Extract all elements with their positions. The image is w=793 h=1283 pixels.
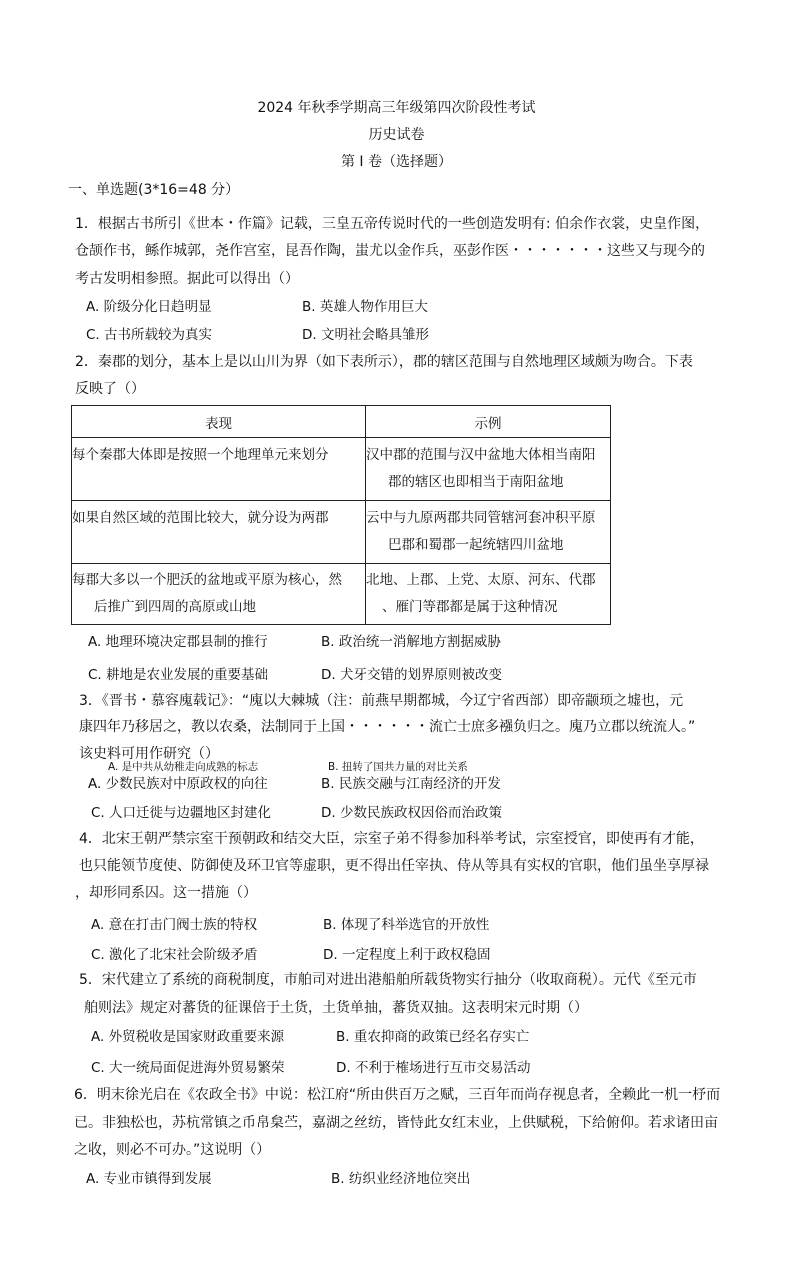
q1-option-c: C. 古书所载较为真实 [86, 327, 213, 343]
exam-title: 2024 年秋季学期高三年级第四次阶段性考试 [257, 100, 536, 116]
q4-line-3: ，却形同系囚。这一措施（） [75, 885, 257, 901]
table-cell: 云中与九原两郡共同管辖河套冲积平原 巴郡和蜀郡一起统辖四川盆地 [366, 501, 611, 564]
q5-option-a: A. 外贸税收是国家财政重要来源 [91, 1029, 285, 1045]
q3-line-2: 康四年乃移居之，教以农桑，法制同于上国・・・・・・流亡士庶多襁负归之。廆乃立郡以统流人。” [79, 719, 696, 735]
q5-option-b: B. 重农抑商的政策已经名存实亡 [336, 1029, 530, 1045]
q1-option-b: B. 英雄人物作用巨大 [302, 299, 428, 315]
q1-line-3: 考古发明相参照。据此可以得出（） [75, 271, 299, 287]
volume-title: 第 I 卷（选择题） [340, 154, 453, 170]
q6-line-1: 6．明末徐光启在《农政全书》中说：松江府“所由供百万之赋，三百年而尚存视息者，全赖此一机一杼而 [74, 1087, 721, 1103]
table-row [72, 564, 611, 625]
q3-line-1: 3．《晋书・慕容廆载记》：“廆以大棘城（注：前燕早期都城，今辽宁省西部）即帝颛顼之墟也，元 [79, 693, 684, 709]
section-heading: 一、单选题(3*16=48 分） [68, 182, 240, 198]
q2-line-1: 2．秦郡的划分，基本上是以山川为界（如下表所示），郡的辖区范围与自然地理区域颇为吻合。下表 [75, 354, 693, 370]
q2-option-c: C. 耕地是农业发展的重要基础 [88, 667, 269, 683]
q6-line-3: 之收，则必不可办。”这说明（） [74, 1142, 271, 1158]
q1-option-d: D. 文明社会略具雏形 [302, 327, 429, 343]
q3-option-c: C. 人口迁徙与边疆地区封建化 [91, 805, 272, 821]
q2-line-2: 反映了（） [75, 381, 145, 397]
q3-option-d: D. 少数民族政权因俗而治政策 [321, 805, 502, 821]
q1-line-1: 1．根据古书所引《世本・作篇》记载，三皇五帝传说时代的一些创造发明有: 伯余作衣裳，史皇作图， [75, 216, 710, 232]
q3-overlay-option-a: A. 是中共从幼稚走向成熟的标志 [108, 761, 259, 773]
q3-line-3: 该史料可用作研究（） [79, 746, 219, 762]
q4-option-a: A. 意在打击门阀士族的特权 [91, 917, 258, 933]
q4-line-1: 4．北宋王朝严禁宗室干预朝政和结交大臣，宗室子弟不得参加科举考试，宗室授官，即使再有才能， [79, 831, 704, 847]
q5-line-1: 5．宋代建立了系统的商税制度，市舶司对进出港船舶所载货物实行抽分（收取商税）。元代《至元市 [79, 972, 697, 988]
table-cell: 如果自然区域的范围比较大，就分设为两郡 [72, 501, 366, 564]
q1-line-2: 仓颉作书，鲧作城郭，尧作宫室，昆吾作陶，蚩尤以金作兵，巫彭作医・・・・・・・这些又与现今的 [75, 243, 705, 259]
q4-option-d: D. 一定程度上利于政权稳固 [323, 947, 491, 963]
q6-option-a: A. 专业市镇得到发展 [86, 1171, 212, 1187]
q5-line-2: 舶则法》规定对蕃货的征课倍于土货，土货单抽，蕃货双抽。这表明宋元时期（） [84, 1000, 588, 1016]
q2-table [71, 405, 611, 625]
q1-option-a: A. 阶级分化日趋明显 [86, 299, 212, 315]
q5-option-c: C. 大一统局面促进海外贸易繁荣 [91, 1060, 285, 1076]
table-header-performance: 表现 [72, 406, 366, 438]
q4-line-2: 也只能领节度使、防御使及环卫官等虚职，更不得出任宰执、侍从等具有实权的官职，他们虽坐享厚禄 [79, 858, 709, 874]
table-cell: 汉中郡的范围与汉中盆地大体相当南阳 郡的辖区也即相当于南阳盆地 [366, 438, 611, 501]
q4-option-c: C. 激化了北宋社会阶级矛盾 [91, 947, 258, 963]
table-header-example: 示例 [366, 406, 611, 438]
q2-option-d: D. 犬牙交错的划界原则被改变 [321, 667, 502, 683]
q6-option-b: B. 纺织业经济地位突出 [331, 1171, 471, 1187]
q3-option-b: B. 民族交融与江南经济的开发 [321, 776, 501, 792]
table-row [72, 501, 611, 564]
q4-option-b: B. 体现了科举选官的开放性 [323, 917, 490, 933]
q3-overlay-option-b: B. 扭转了国共力量的对比关系 [328, 761, 468, 773]
table-cell: 每郡大多以一个肥沃的盆地或平原为核心，然 后推广到四周的高原或山地 [72, 564, 366, 625]
subject-title: 历史试卷 [368, 127, 425, 143]
q2-option-a: A. 地理环境决定郡县制的推行 [88, 634, 268, 650]
q5-option-d: D. 不利于榷场进行互市交易活动 [336, 1060, 531, 1076]
q2-option-b: B. 政治统一消解地方割据威胁 [321, 634, 501, 650]
table-cell: 北地、上郡、上党、太原、河东、代郡 、雁门等郡都是属于这种情况 [366, 564, 611, 625]
table-row [72, 438, 611, 501]
q3-option-a: A. 少数民族对中原政权的向往 [88, 776, 268, 792]
q6-line-2: 已。非独松也，苏杭常镇之币帛枲苎，嘉湖之丝纺，皆恃此女红末业，上供赋税，下给俯仰。若求诸田亩 [74, 1115, 718, 1131]
table-cell: 每个秦郡大体即是按照一个地理单元来划分 [72, 438, 366, 501]
